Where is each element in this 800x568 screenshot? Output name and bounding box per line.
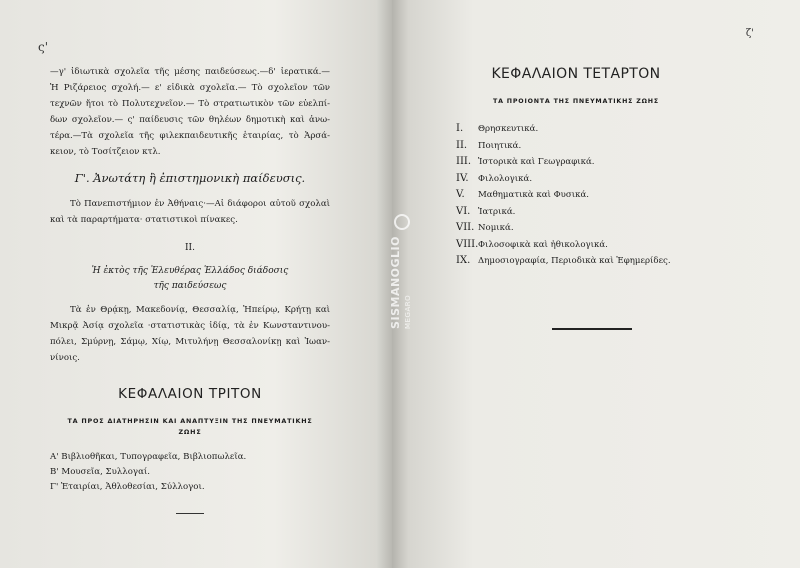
text-line: Τὸ Πανεπιστήμιον ἐν Ἀθήναις·—Αἱ διάφοροι αὐτοῦ σχολαὶ — [70, 199, 330, 209]
list-item: Β' Μουσεῖα, Συλλογαί. — [50, 467, 150, 477]
contents-text: Ἰατρικά. — [478, 206, 516, 217]
contents-text: Ποιητικά. — [478, 140, 522, 151]
list-item — [456, 187, 696, 204]
part-two-paragraph — [50, 302, 330, 366]
text-line: Τὰ ἐν Θρᾴκῃ, Μακεδονίᾳ, Θεσσαλίᾳ, Ἠπείρῳ, Κρήτῃ καὶ — [70, 305, 330, 315]
chapter-three-list — [50, 450, 330, 495]
list-item — [456, 253, 696, 270]
page-number-left: ς' — [38, 40, 49, 54]
contents-list — [456, 121, 696, 270]
list-item: Α' Βιβλιοθῆκαι, Τυπογραφεῖα, Βιβλιοπωλεῖα. — [50, 452, 247, 462]
left-page — [0, 0, 392, 568]
chapter-three-title: ΚΕΦΑΛΑΙΟΝ ΤΡΙΤΟΝ — [118, 386, 262, 402]
contents-text: Φιλοσοφικὰ καὶ ἠθικολογικά. — [478, 239, 608, 250]
text-line: νίνοις. — [50, 353, 80, 363]
list-item — [456, 171, 696, 188]
end-rule — [176, 513, 204, 514]
text-line: τεχνῶν ἤτοι τὸ Πολυτεχνεῖον.— Τὸ στρατιωτικὸν τῶν εὐελπί- — [50, 99, 330, 109]
text-line: κειον, τὸ Τοσίτζειον κτλ. — [50, 147, 161, 157]
chapter-three-subtitle — [50, 416, 330, 438]
text-line: καὶ τὰ παραρτήματα· στατιστικοὶ πίνακες. — [50, 215, 238, 225]
text-line: δων σχολεῖον.— ς' παίδευσις τῶν θηλέων δημοτικὴ καὶ ἀνω- — [50, 115, 330, 125]
part-two-numeral: II. — [185, 243, 195, 253]
contents-text: Νομικά. — [478, 223, 514, 233]
list-item — [456, 138, 696, 155]
heading-line: τῆς παιδεύσεως — [153, 281, 227, 291]
part-two-heading — [50, 264, 330, 294]
watermark-text — [390, 236, 414, 329]
university-paragraph — [50, 196, 330, 228]
text-line: Ἡ Ριζάρειος σχολή.— ε' εἰδικὰ σχολεῖα.— Τὸ σχολεῖον τῶν — [50, 83, 330, 93]
watermark-subname: MEGARO — [404, 294, 412, 329]
heading-line: Ἡ ἐκτὸς τῆς Ἐλευθέρας Ἑλλάδος διάδοσις — [91, 266, 289, 276]
text-line: —γ' ἰδιωτικὰ σχολεῖα τῆς μέσης παιδεύσεως.—δ' ἱερατικά.— — [50, 67, 330, 77]
text-line: πόλει, Σμύρνῃ, Σάμῳ, Χίῳ, Μιτυλήνῃ Θεσσαλονίκῃ καὶ Ἰωαν- — [50, 337, 330, 347]
roman-numeral: IX. — [456, 255, 471, 266]
contents-text: Φιλολογικά. — [478, 173, 533, 184]
opening-paragraph — [50, 64, 330, 160]
list-item: Γ' Ἑταιρίαι, Ἀθλοθεσίαι, Σύλλογοι. — [50, 482, 205, 492]
list-item — [456, 220, 696, 237]
page-number-right: ζ' — [745, 28, 754, 39]
contents-text: Ἱστορικὰ καὶ Γεωγραφικά. — [478, 157, 595, 167]
watermark-name: SISMANOGLIO — [389, 236, 402, 329]
roman-numeral: VI. — [456, 205, 471, 217]
list-item — [456, 204, 696, 221]
roman-numeral: I. — [456, 123, 464, 134]
roman-numeral: IV. — [456, 172, 469, 184]
chapter-four-title: ΚΕΦΑΛΑΙΟΝ ΤΕΤΑΡΤΟΝ — [491, 66, 661, 82]
roman-numeral: II. — [456, 139, 468, 151]
list-item — [456, 237, 696, 254]
left-page-body — [50, 64, 330, 514]
section-gamma-title: Γ'. Ἀνωτάτη ἢ ἐπιστημονικὴ παίδευσις. — [74, 171, 306, 185]
roman-numeral: III. — [456, 156, 472, 167]
list-item — [456, 154, 696, 171]
contents-text: Μαθηματικὰ καὶ Φυσικά. — [478, 190, 590, 200]
subtitle-line: ΤΑ ΠΡΟΣ ΔΙΑΤΗΡΗΣΙΝ ΚΑΙ ΑΝΑΠΤΥΞΙΝ ΤΗΣ ΠΝΕΥΜΑΤΙΚΗΣ — [67, 417, 313, 425]
list-item — [456, 121, 696, 138]
right-page-body — [456, 66, 696, 330]
roman-numeral: V. — [456, 189, 465, 200]
text-line: Μικρᾷ Ἀσίᾳ σχολεῖα ·στατιστικὰς ἰδίᾳ, τὰ ἐν Κωνσταντινου- — [50, 321, 330, 331]
subtitle-line: ΖΩΗΣ — [178, 428, 202, 436]
library-watermark — [384, 214, 420, 384]
roman-numeral: VIII. — [456, 238, 479, 250]
text-line: τέρα.—Τὰ σχολεῖα τῆς φιλεκπαιδευτικῆς ἑταιρίας, τὸ Ἀρσά- — [50, 131, 330, 141]
roman-numeral: VII. — [456, 222, 475, 233]
library-seal-icon — [394, 214, 410, 230]
chapter-four-subtitle: ΤΑ ΠΡΟΙΟΝΤΑ ΤΗΣ ΠΝΕΥΜΑΤΙΚΗΣ ΖΩΗΣ — [493, 98, 659, 105]
end-rule — [552, 328, 632, 330]
contents-text: Δημοσιογραφία, Περιοδικὰ καὶ Ἐφημερίδες. — [478, 256, 671, 266]
contents-text: Θρησκευτικά. — [478, 124, 539, 134]
